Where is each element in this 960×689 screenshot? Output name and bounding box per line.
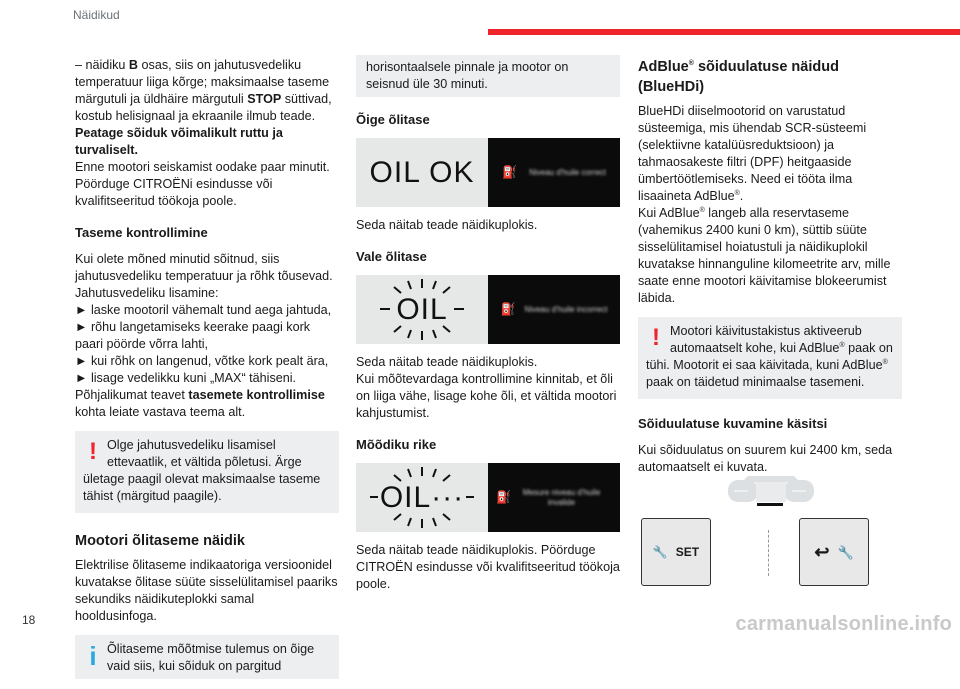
heading-oil-ok: Õige õlitase — [356, 112, 430, 127]
step: ► kui rõhk on langenud, võtke kork pealt ära, — [75, 354, 329, 368]
section-title: Näidikud — [73, 8, 120, 22]
step: ► lisage vedelikku kuni „MAX“ tähiseni. — [75, 371, 297, 385]
instrument-cluster-icon — [726, 474, 816, 508]
oil-can-icon: ⛽ — [502, 165, 518, 179]
paragraph: Kui mõõtevardaga kontrollimine kinnitab, et õli on liiga vähe, lisage kohe õli, et vältida mootori kahjustumist. — [356, 372, 617, 420]
caption: Seda näitab teade näidikuplokis. — [356, 355, 538, 369]
oil-ok-display: OIL OK ⛽ Niveau d'huile correct — [356, 138, 620, 207]
paragraph: Kui sõiduulatus on suurem kui 2400 km, seda automaatselt ei kuvata. — [638, 443, 893, 474]
heading-oil-gauge: Mootori õlitaseme näidik — [75, 533, 245, 549]
page-number: 18 — [22, 613, 36, 627]
heading-gauge-fault: Mõõdiku rike — [356, 437, 437, 452]
right-column — [638, 57, 902, 476]
oil-wrong-display: OIL ⛽ Niveau d'huile incorrect — [356, 275, 620, 344]
info-icon: i — [89, 641, 97, 671]
warning-icon: ! — [652, 324, 660, 351]
section-bar — [488, 29, 960, 35]
heading-adblue: AdBlue® sõiduulatuse näidud (BlueHDi) — [638, 59, 839, 95]
paragraph: BlueHDi diiselmootorid on varustatud süsteemiga, mis ühendab SCR-süsteemi (selektiivne katalüüsreduktsioon) ja tahmaosakeste filtri (DPF) heitgaaside ümbertöötlemiseks. Need ei tööta ilma lisaaineta AdBlue®. Kui AdBlue® langeb alla reservtaseme (vahemikus 2400 kuni 0 km), süttib süüte sisselülitamisel hoiatustuli ja näidikuplokil kuvatakse hinnanguline kilomeetrite arv, mille saate enne mootori käivitamise blokeerumist läbida. — [638, 104, 891, 305]
oil-can-icon: ⛽ — [496, 490, 511, 504]
caption: Seda näitab teade näidikuplokis. — [356, 218, 538, 232]
back-arrow-icon: ↩ — [814, 541, 830, 562]
oil-can-icon: ⛽ — [500, 302, 516, 316]
step: ► rõhu langetamiseks keerake paagi kork paari pöörde võrra lahti, — [75, 320, 311, 351]
heading-manual-range: Sõiduulatuse kuvamine käsitsi — [638, 416, 828, 431]
step: ► laske mootoril vähemalt tund aega jahtuda, — [75, 303, 332, 317]
left-column — [75, 57, 339, 689]
back-wrench-button[interactable] — [799, 518, 869, 586]
caption: Seda näitab teade näidikuplokis. Pöörduge CITROËN esindusse või kvalifitseeritud töökoja poole. — [356, 543, 620, 591]
middle-column — [356, 55, 620, 593]
paragraph: Elektrilise õlitaseme indikaatoriga versioonidel kuvatakse õlitase süüte sisselülitamisel paariks sekundiks näidikuteplokki samal hooldusinfoga. — [75, 558, 338, 623]
set-button[interactable]: 🔧 SET — [641, 518, 711, 586]
info-box: i Õlitaseme mõõtmise tulemus on õige vaid siis, kui sõiduk on pargitud — [75, 635, 339, 679]
warning-box: ! Olge jahutusvedeliku lisamisel ettevaatlik, et vältida põletusi. Ärge ületage paagil olevat maksimaalse taseme tähist (märgitud paagile). — [75, 431, 339, 513]
warning-box: ! Mootori käivitustakistus aktiveerub automaatselt kohe, kui AdBlue® paak on tühi. Mootorit ei saa käivitada, kuni AdBlue® paak on täidetud minimaalse tasemeni. — [638, 317, 902, 399]
paragraph: – näidiku B osas, siis on jahutusvedeliku temperatuur liiga kõrge; maksimaalse taseme märgutuli ja üldhäire märgutuli STOP süttivad, kostub helisignaal ja ekraanile ilmub teade. Peatage sõiduk võimalikult ruttu ja turvaliselt. Enne mootori seiskamist oodake paar minutit. Pöörduge CITROËNi esindusse või kvalifitseeritud töökoja poole. — [75, 58, 332, 208]
info-box-continued: horisontaalsele pinnale ja mootor on seisnud üle 30 minuti. — [356, 55, 620, 97]
wrench-icon: 🔧 — [837, 544, 854, 560]
divider — [768, 530, 769, 576]
heading-level-check: Taseme kontrollimine — [75, 225, 208, 240]
wrench-icon: 🔧 — [652, 544, 668, 559]
instrument-panel-illustration — [638, 474, 902, 594]
heading-oil-wrong: Vale õlitase — [356, 249, 427, 264]
paragraph: Jahutusvedeliku lisamine: — [75, 286, 219, 300]
gauge-fault-display: OIL··· ⛽ Mesure niveau d'huile invalide — [356, 463, 620, 532]
paragraph: Põhjalikumat teavet tasemete kontrollimise kohta leiate vastava teema alt. — [75, 388, 325, 419]
paragraph: Kui olete mõned minutid sõitnud, siis jahutusvedeliku temperatuur ja rõhk tõusevad. — [75, 252, 333, 283]
warning-icon: ! — [89, 438, 97, 465]
watermark: carmanualsonline.info — [735, 613, 952, 635]
